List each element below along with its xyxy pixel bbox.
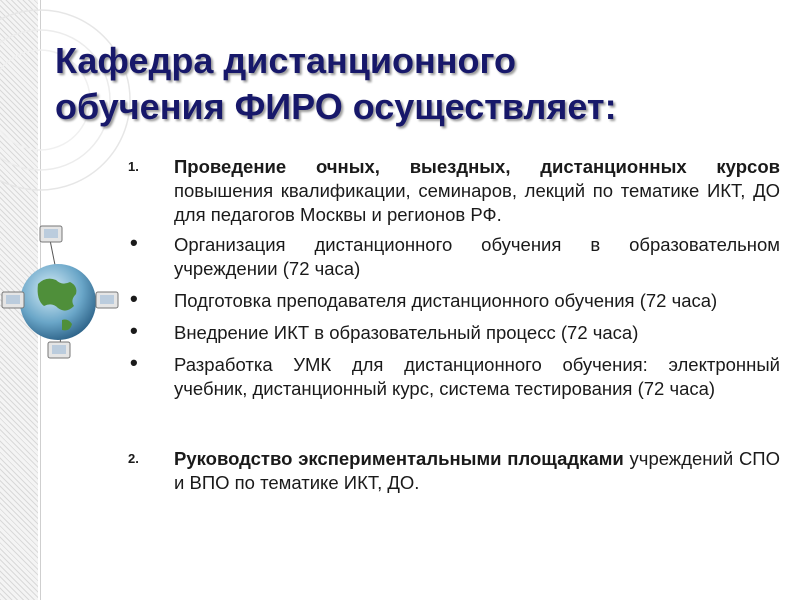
list-item (128, 230, 780, 281)
list-number: 1. (128, 159, 139, 174)
item-text: Разработка УМК для дистанционного обучения: электронный учебник, дистанционный курс, система тестирования (72 часа) (174, 354, 780, 399)
item-bold-text: Руководство экспериментальными площадками (174, 448, 624, 469)
list-item (128, 155, 780, 227)
item-text: повышения квалификации, семинаров, лекций по тематике ИКТ, ДО для педагогов Москвы и регионов РФ. (174, 180, 780, 225)
list-item (128, 350, 780, 401)
bullet-icon: • (130, 286, 138, 311)
globe-network-illustration (0, 222, 125, 362)
bullet-icon: • (130, 230, 138, 255)
title-line-2: обучения ФИРО осуществляет: (55, 86, 617, 127)
title-line-1: Кафедра дистанционного (55, 40, 516, 81)
list-item (128, 286, 780, 313)
bullet-icon: • (130, 318, 138, 343)
item-text: Внедрение ИКТ в образовательный процесс (72 часа) (174, 322, 639, 343)
list-number: 2. (128, 451, 139, 466)
page-title (55, 38, 775, 130)
bullet-icon: • (130, 350, 138, 375)
item-text: Организация дистанционного обучения в образовательном учреждении (72 часа) (174, 234, 780, 279)
item-text: Подготовка преподавателя дистанционного обучения (72 часа) (174, 290, 718, 311)
list-item (128, 318, 780, 345)
list-item (128, 447, 780, 495)
item-bold-text: Проведение очных, выездных, дистанционных курсов (174, 156, 780, 177)
content-list (128, 155, 780, 501)
item-text: учреждений СПО и ВПО по тематике ИКТ, ДО. (174, 448, 780, 493)
